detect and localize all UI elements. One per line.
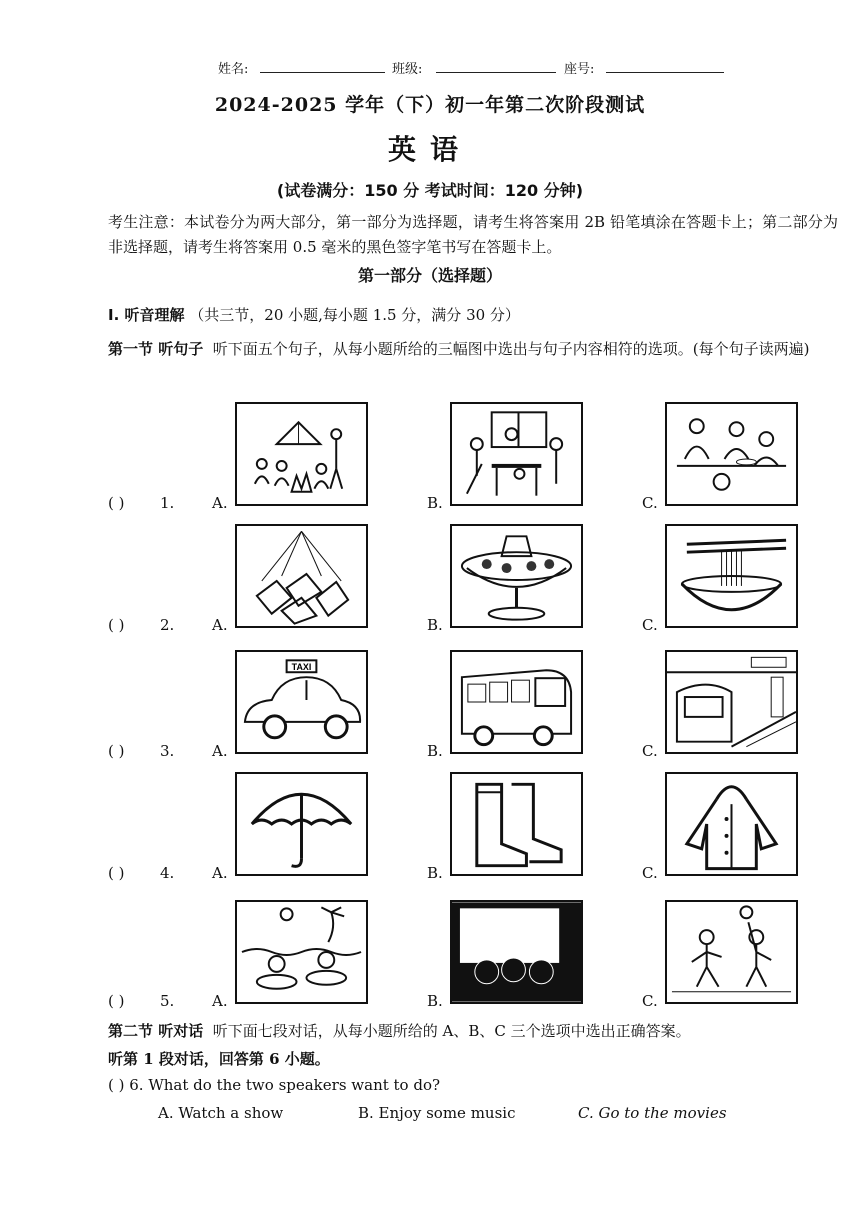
family-cleaning-house-image[interactable] bbox=[450, 402, 583, 506]
listening-part2-label: 第二节 听对话 bbox=[108, 1022, 204, 1040]
option-c[interactable]: C. Go to the movies bbox=[578, 1104, 727, 1122]
dialogue-1-instruction: 听第 1 段对话，回答第 6 小题。 bbox=[108, 1050, 330, 1068]
answer-blank[interactable]: ( ) bbox=[108, 616, 125, 634]
section-detail: （共三节，20 小题,每小题 1.5 分，满分 30 分） bbox=[189, 306, 520, 324]
answer-blank[interactable]: ( ) bbox=[108, 494, 125, 512]
subject-title: 英语 bbox=[387, 133, 472, 166]
question-6 bbox=[108, 1076, 838, 1094]
bus-image[interactable] bbox=[450, 650, 583, 754]
rain-boots-image[interactable] bbox=[450, 772, 583, 876]
option-label[interactable]: C. bbox=[642, 494, 658, 512]
option-label[interactable]: A. bbox=[212, 616, 228, 634]
section-name: I. 听音理解 bbox=[108, 306, 185, 324]
option-label[interactable]: B. bbox=[427, 742, 443, 760]
part-title: 第一部分（选择题） bbox=[357, 266, 502, 285]
question-number: 2. bbox=[160, 616, 175, 634]
class-field[interactable] bbox=[436, 72, 556, 73]
hot-pot-image[interactable] bbox=[450, 524, 583, 628]
option-label[interactable]: C. bbox=[642, 864, 658, 882]
score-line: (试卷满分：150 分 考试时间：120 分钟) bbox=[276, 181, 584, 200]
option-label[interactable]: B. bbox=[427, 864, 443, 882]
kids-playing-sports-image[interactable] bbox=[665, 900, 798, 1004]
taxi-image[interactable] bbox=[235, 650, 368, 754]
seat-label: 座号: bbox=[564, 62, 595, 77]
answer-blank[interactable]: ( ) bbox=[108, 1076, 125, 1094]
option-label[interactable]: A. bbox=[212, 742, 228, 760]
option-label[interactable]: C. bbox=[642, 742, 658, 760]
listening-part1-text: 听下面五个句子，从每小题所给的三幅图中选出与句子内容相符的选项。(每个句子读两遍) bbox=[212, 340, 810, 358]
answer-blank[interactable]: ( ) bbox=[108, 742, 125, 760]
kids-swimming-image[interactable] bbox=[235, 900, 368, 1004]
listening-part1-label: 第一节 听句子 bbox=[108, 340, 204, 358]
seat-field[interactable] bbox=[606, 72, 724, 73]
option-label[interactable]: B. bbox=[427, 494, 443, 512]
option-label[interactable]: B. bbox=[427, 992, 443, 1010]
option-label[interactable]: A. bbox=[212, 864, 228, 882]
watching-movie-image[interactable] bbox=[450, 900, 583, 1004]
option-label[interactable]: B. bbox=[427, 616, 443, 634]
rice-dumplings-image[interactable] bbox=[235, 524, 368, 628]
question-number: 4. bbox=[160, 864, 175, 882]
listening-part2-text: 听下面七段对话，从每小题所给的 A、B、C 三个选项中选出正确答案。 bbox=[212, 1022, 691, 1040]
listening-part1-instruction bbox=[108, 336, 838, 362]
raincoat-image[interactable] bbox=[665, 772, 798, 876]
option-label[interactable]: C. bbox=[642, 616, 658, 634]
student-info-header bbox=[0, 58, 860, 80]
section-heading bbox=[108, 304, 838, 325]
umbrella-image[interactable] bbox=[235, 772, 368, 876]
option-label[interactable]: C. bbox=[642, 992, 658, 1010]
option-label[interactable]: A. bbox=[212, 992, 228, 1010]
answer-blank[interactable]: ( ) bbox=[108, 864, 125, 882]
answer-blank[interactable]: ( ) bbox=[108, 992, 125, 1010]
question-number: 5. bbox=[160, 992, 175, 1010]
option-b[interactable]: B. Enjoy some music bbox=[358, 1104, 516, 1122]
family-dinner-party-image[interactable] bbox=[665, 402, 798, 506]
listening-part2-instruction bbox=[108, 1020, 838, 1041]
question-number: 3. bbox=[160, 742, 175, 760]
option-label[interactable]: A. bbox=[212, 494, 228, 512]
svg-text:TAXI: TAXI bbox=[291, 662, 312, 673]
name-field[interactable] bbox=[260, 72, 385, 73]
question-number: 1. bbox=[160, 494, 175, 512]
subway-train-image[interactable] bbox=[665, 650, 798, 754]
exam-notice: 考生注意：本试卷分为两大部分，第一部分为选择题，请考生将答案用 2B 铅笔填涂在答题卡上；第二部分为非选择题，请考生将答案用 0.5 毫米的黑色签字笔书写在答题卡上。 bbox=[108, 213, 838, 256]
camping-scene-image[interactable] bbox=[235, 402, 368, 506]
noodles-bowl-image[interactable] bbox=[665, 524, 798, 628]
question-text: 6. What do the two speakers want to do? bbox=[129, 1076, 441, 1094]
exam-title: 2024-2025 学年（下）初一年第二次阶段测试 bbox=[214, 94, 646, 116]
class-label: 班级: bbox=[392, 62, 423, 77]
name-label: 姓名: bbox=[218, 62, 249, 77]
option-a[interactable]: A. Watch a show bbox=[158, 1104, 284, 1122]
